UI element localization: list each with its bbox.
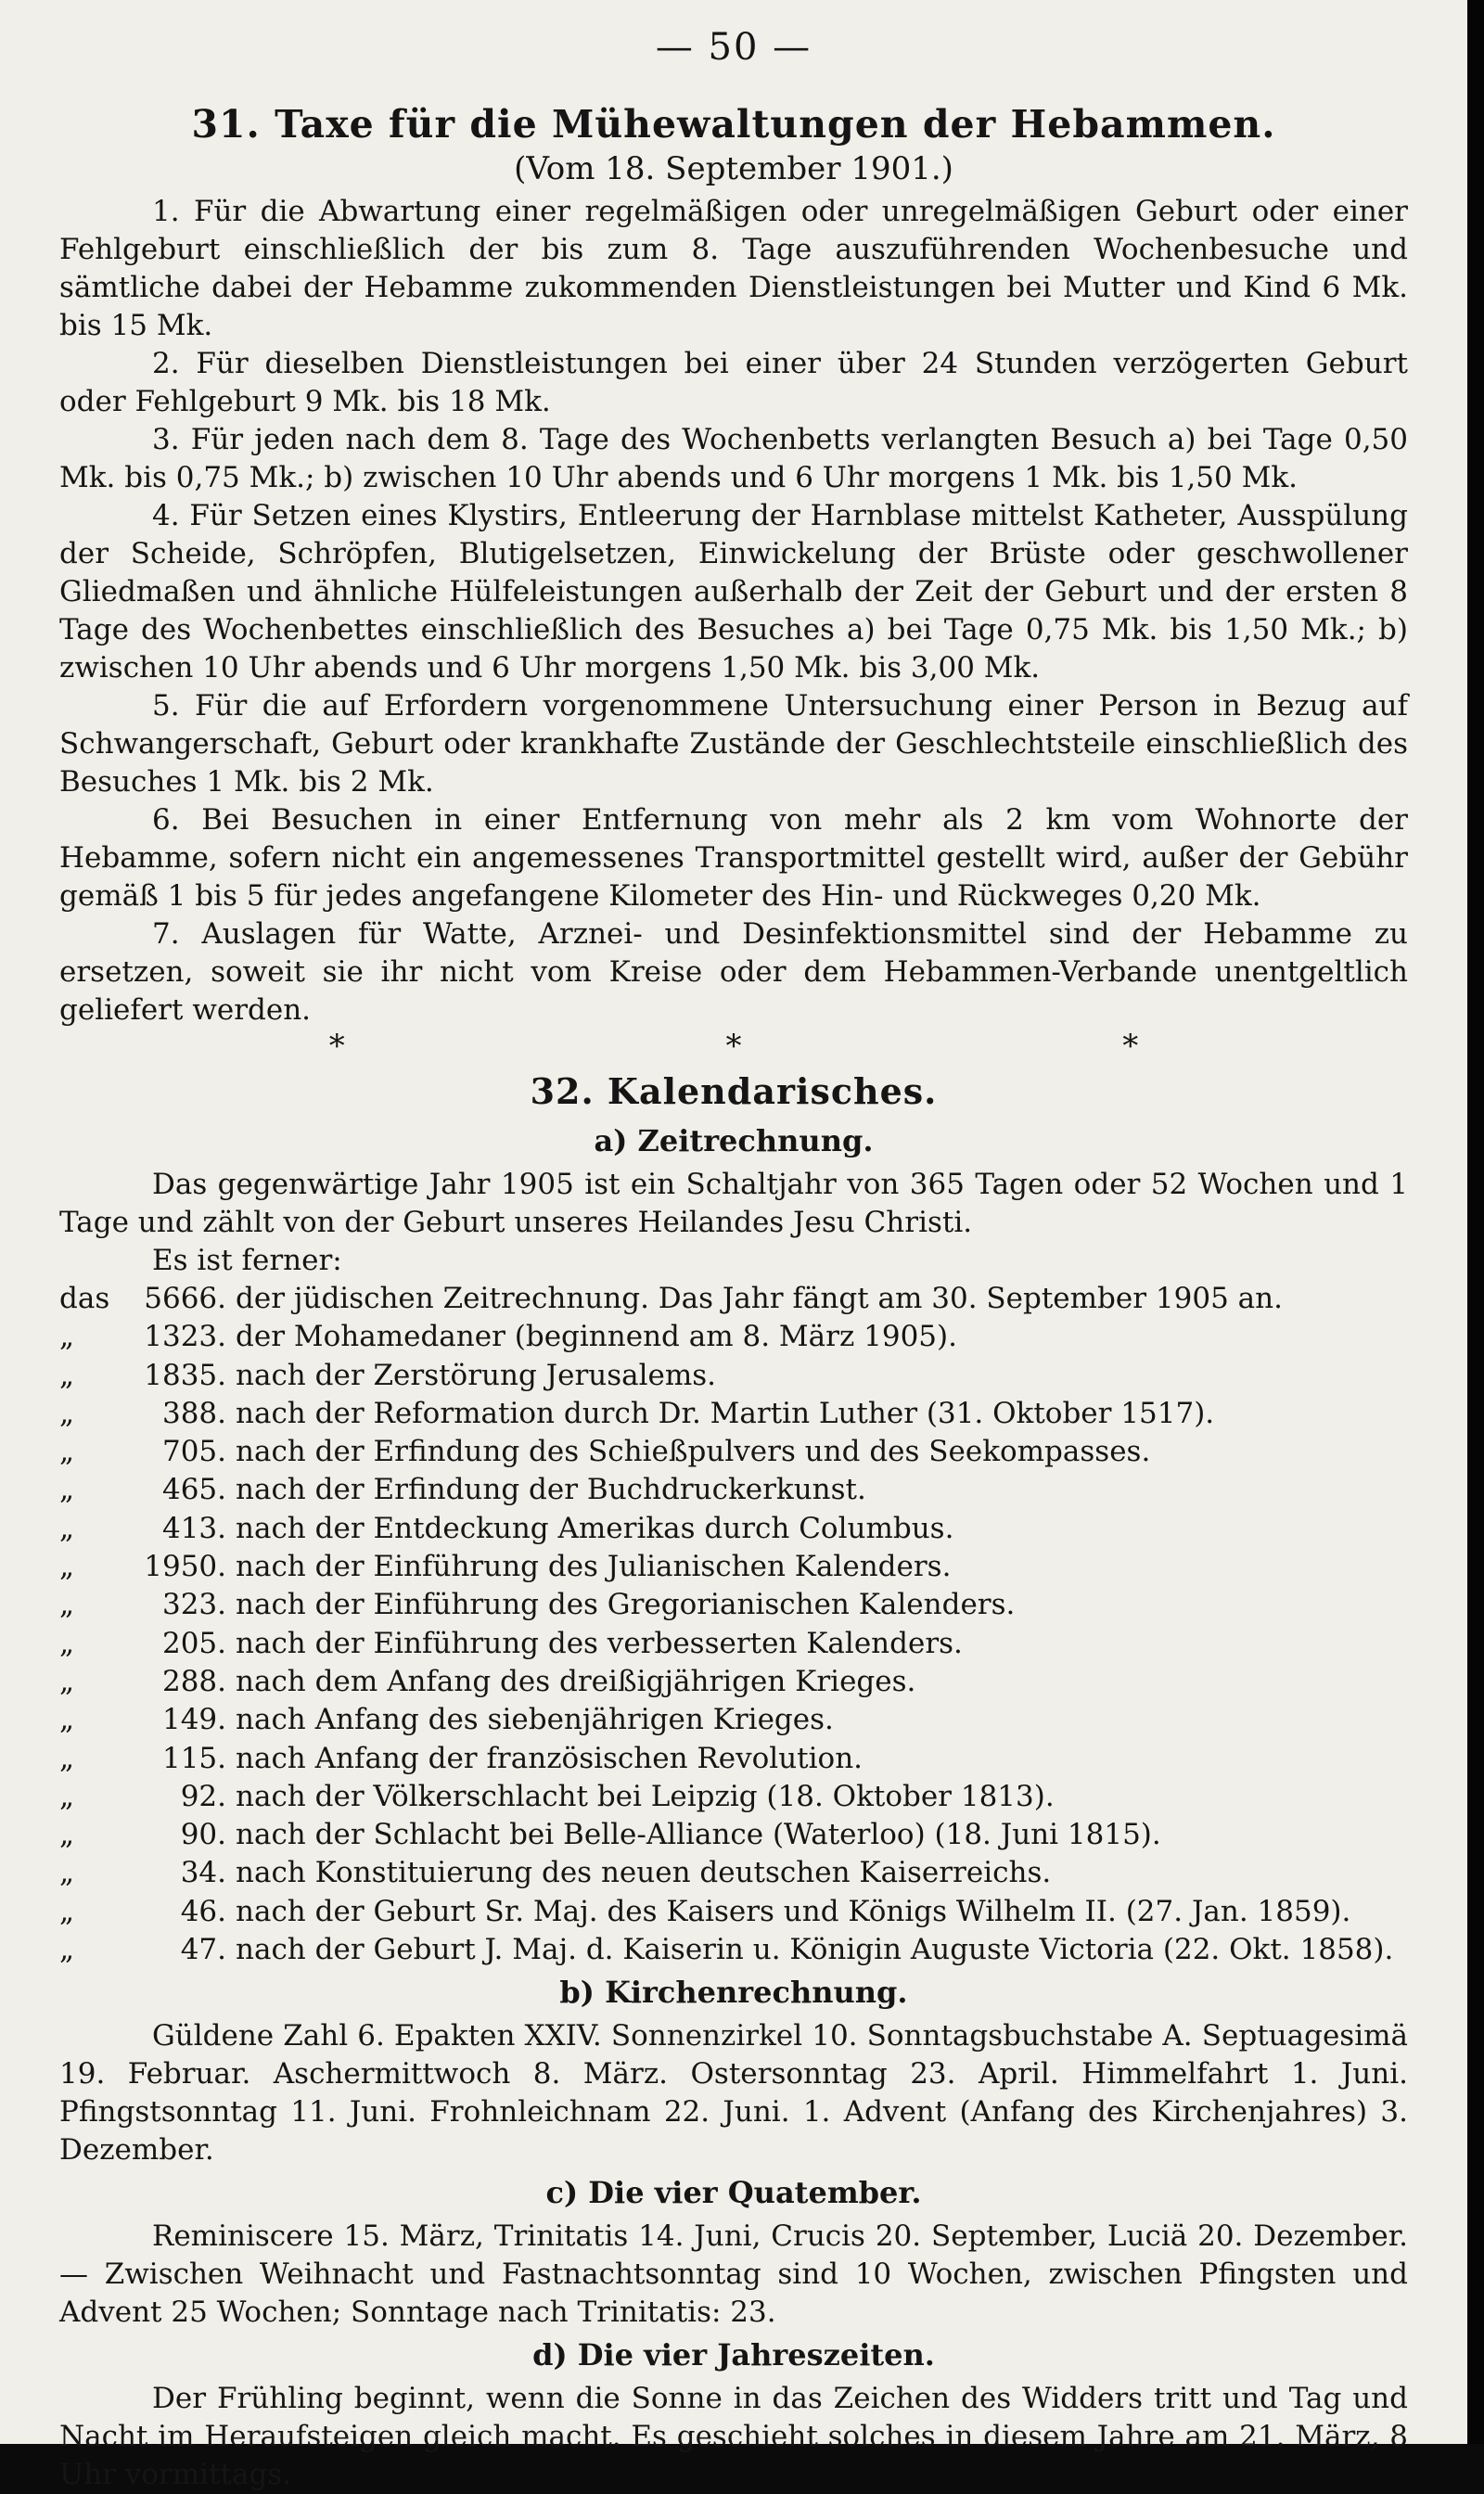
list-item [59, 1816, 1408, 1854]
paragraph: Güldene Zahl 6. Epakten XXIV. Sonnenzirkel 10. Sonntagsbuchstabe A. Septuagesimä 19. Februar. Aschermittwoch 8. März. Ostersonntag 23. April. Himmelfahrt 1. Juni. Pfingstsonntag 11. Juni. Frohnleichnam 22. Juni. 1. Advent (Anfang des Kirchenjahres) 3. Dezember. [59, 2019, 1408, 2168]
separator-stars: * * * [328, 1028, 1324, 1065]
page-edge [1467, 0, 1484, 2444]
year-list [59, 1280, 1408, 1969]
list-item [59, 1625, 1408, 1663]
year-count: 149. [161, 1703, 226, 1737]
section-31-body [59, 193, 1408, 1030]
ditto-mark: „ [59, 1894, 75, 1928]
section-31-title: 31. Taxe für die Mühewaltungen der Hebammen. [191, 102, 1276, 147]
list-item [59, 1663, 1408, 1701]
ditto-mark: „ [59, 1664, 75, 1698]
year-description: nach der Erfindung des Schießpulvers und des Seekompasses. [236, 1435, 1151, 1469]
ditto-mark: „ [59, 1435, 75, 1469]
year-description: nach der Völkerschlacht bei Leipzig (18. Oktober 1813). [236, 1779, 1055, 1813]
paragraph: Das gegenwärtige Jahr 1905 ist ein Schaltjahr von 365 Tagen oder 52 Wochen und 1 Tage und zählt von der Geburt unseres Heilandes Jesu Christi. [59, 1168, 1408, 1239]
list-item [59, 1280, 1408, 1318]
year-description: nach der Entdeckung Amerikas durch Columbus. [236, 1511, 954, 1545]
year-count: 413. [161, 1511, 226, 1545]
year-description: nach der Reformation durch Dr. Martin Luther (31. Oktober 1517). [236, 1396, 1215, 1430]
year-count: 288. [161, 1664, 226, 1698]
year-count: 705. [161, 1435, 226, 1469]
list-item [59, 1778, 1408, 1816]
year-count: 1323. [144, 1320, 226, 1354]
year-count: 47. [180, 1933, 226, 1967]
list-item [59, 1586, 1408, 1624]
year-description: nach der Einführung des Julianischen Kalenders. [236, 1550, 952, 1584]
year-count: 34. [180, 1856, 226, 1890]
year-description: nach der Einführung des verbesserten Kalenders. [236, 1626, 963, 1660]
ditto-mark: „ [59, 1818, 75, 1852]
paragraph: 3. Für jeden nach dem 8. Tage des Wochenbetts verlangten Besuch a) bei Tage 0,50 Mk. bis 0,75 Mk.; b) zwischen 10 Uhr abends und 6 Uhr morgens 1 Mk. bis 1,50 Mk. [59, 423, 1408, 494]
year-description: nach Anfang des siebenjährigen Krieges. [236, 1703, 834, 1737]
year-description: nach Anfang der französischen Revolution. [236, 1741, 864, 1775]
year-count: 205. [161, 1626, 226, 1660]
paragraph: Der Frühling beginnt, wenn die Sonne in das Zeichen des Widders tritt und Tag und Nacht im Heraufsteigen gleich macht. Es geschieht solches in diesem Jahre am 21. März, 8 Uhr vormittags. [59, 2382, 1408, 2492]
ditto-mark: „ [59, 1933, 75, 1967]
year-count: 465. [161, 1473, 226, 1507]
year-description: nach der Einführung des Gregorianischen Kalenders. [236, 1588, 1016, 1622]
list-item [59, 1433, 1408, 1471]
year-count: 388. [161, 1396, 226, 1430]
year-description: nach der Erfindung der Buchdruckerkunst. [236, 1473, 866, 1507]
paragraph: Es ist ferner: [152, 1244, 342, 1277]
list-item [59, 1740, 1408, 1778]
year-count: 5666. [144, 1282, 226, 1315]
subsection-c-heading: c) Die vier Quatember. [545, 2175, 922, 2211]
paragraph: 4. Für Setzen eines Klystirs, Entleerung der Harnblase mittelst Katheter, Ausspülung der Scheide, Schröpfen, Blutigelsetzen, Einwickelung der Brüste oder geschwollener Gliedmaßen und ähnliche Hülfeleistungen außerhalb der Zeit der Geburt und der ersten 8 Tage des Wochenbettes einschließlich des Besuches a) bei Tage 0,75 Mk. bis 1,50 Mk.; b) zwischen 10 Uhr abends und 6 Uhr morgens 1,50 Mk. bis 3,00 Mk. [59, 499, 1408, 684]
paragraph: 1. Für die Abwartung einer regelmäßigen oder unregelmäßigen Geburt oder einer Fehlgeburt einschließlich der bis zum 8. Tage auszuführenden Wochenbesuche und sämtliche dabei der Hebamme zukommenden Dienstleistungen bei Mutter und Kind 6 Mk. bis 15 Mk. [59, 195, 1408, 342]
list-item [59, 1854, 1408, 1892]
year-count: 323. [161, 1588, 226, 1622]
ditto-mark: „ [59, 1511, 75, 1545]
ditto-mark: „ [59, 1741, 75, 1775]
ditto-mark: „ [59, 1320, 75, 1354]
list-item [59, 1893, 1408, 1931]
list-item [59, 1318, 1408, 1356]
year-description: der jüdischen Zeitrechnung. Das Jahr fängt am 30. September 1905 an. [236, 1282, 1283, 1315]
list-item [59, 1548, 1408, 1586]
year-description: der Mohamedaner (beginnend am 8. März 1905). [236, 1320, 957, 1354]
ditto-mark: „ [59, 1473, 75, 1507]
year-count: 46. [180, 1894, 226, 1928]
list-item [59, 1701, 1408, 1739]
ditto-mark: „ [59, 1703, 75, 1737]
list-item [59, 1395, 1408, 1433]
year-description: nach Konstituierung des neuen deutschen Kaiserreichs. [236, 1856, 1052, 1890]
year-description: nach der Geburt J. Maj. d. Kaiserin u. Königin Auguste Victoria (22. Okt. 1858). [236, 1933, 1394, 1967]
paragraph: 7. Auslagen für Watte, Arznei- und Desinfektionsmittel sind der Hebamme zu ersetzen, soweit sie ihr nicht vom Kreise oder dem Hebammen-Verbande unentgeltlich geliefert werden. [59, 917, 1408, 1027]
year-description: nach dem Anfang des dreißigjährigen Krieges. [236, 1664, 916, 1698]
ditto-mark: das [59, 1282, 110, 1315]
year-description: nach der Zerstörung Jerusalems. [236, 1358, 717, 1392]
subsection-b-heading: b) Kirchenrechnung. [559, 1975, 908, 2011]
paragraph: Reminiscere 15. März, Trinitatis 14. Juni, Crucis 20. September, Luciä 20. Dezember. — Zwischen Weihnacht und Fastnachtsonntag sind 10 Wochen, zwischen Pfingsten und Advent 25 Wochen; Sonntage nach Trinitatis: 23. [59, 2219, 1408, 2330]
year-count: 115. [161, 1741, 226, 1775]
subsection-d-heading: d) Die vier Jahreszeiten. [532, 2337, 935, 2373]
year-count: 1950. [144, 1550, 226, 1584]
list-item [59, 1471, 1408, 1509]
year-count: 92. [180, 1779, 226, 1813]
section-32-title: 32. Kalendarisches. [530, 1070, 938, 1112]
ditto-mark: „ [59, 1358, 75, 1392]
list-item [59, 1357, 1408, 1395]
ditto-mark: „ [59, 1588, 75, 1622]
year-description: nach der Schlacht bei Belle-Alliance (Waterloo) (18. Juni 1815). [236, 1818, 1161, 1852]
list-item [59, 1931, 1408, 1969]
ditto-mark: „ [59, 1856, 75, 1890]
year-count: 90. [180, 1818, 226, 1852]
ditto-mark: „ [59, 1779, 75, 1813]
ditto-mark: „ [59, 1550, 75, 1584]
paragraph: 5. Für die auf Erfordern vorgenommene Untersuchung einer Person in Bezug auf Schwangerschaft, Geburt oder krankhafte Zustände der Geschlechtsteile einschließlich des Besuches 1 Mk. bis 2 Mk. [59, 689, 1408, 799]
list-item [59, 1510, 1408, 1548]
paragraph: 6. Bei Besuchen in einer Entfernung von mehr als 2 km vom Wohnorte der Hebamme, sofern nicht ein angemessenes Transportmittel gestellt wird, außer der Gebühr gemäß 1 bis 5 für jedes angefangene Kilometer des Hin- und Rückweges 0,20 Mk. [59, 803, 1408, 913]
ditto-mark: „ [59, 1396, 75, 1430]
page-number: — 50 — [655, 26, 812, 69]
section-31-date: (Vom 18. September 1901.) [514, 150, 953, 187]
paragraph: 2. Für dieselben Dienstleistungen bei einer über 24 Stunden verzögerten Geburt oder Fehlgeburt 9 Mk. bis 18 Mk. [59, 347, 1408, 418]
subsection-a-heading: a) Zeitrechnung. [594, 1123, 874, 1158]
ditto-mark: „ [59, 1626, 75, 1660]
year-description: nach der Geburt Sr. Maj. des Kaisers und Königs Wilhelm II. (27. Jan. 1859). [236, 1894, 1351, 1928]
year-count: 1835. [144, 1358, 226, 1392]
